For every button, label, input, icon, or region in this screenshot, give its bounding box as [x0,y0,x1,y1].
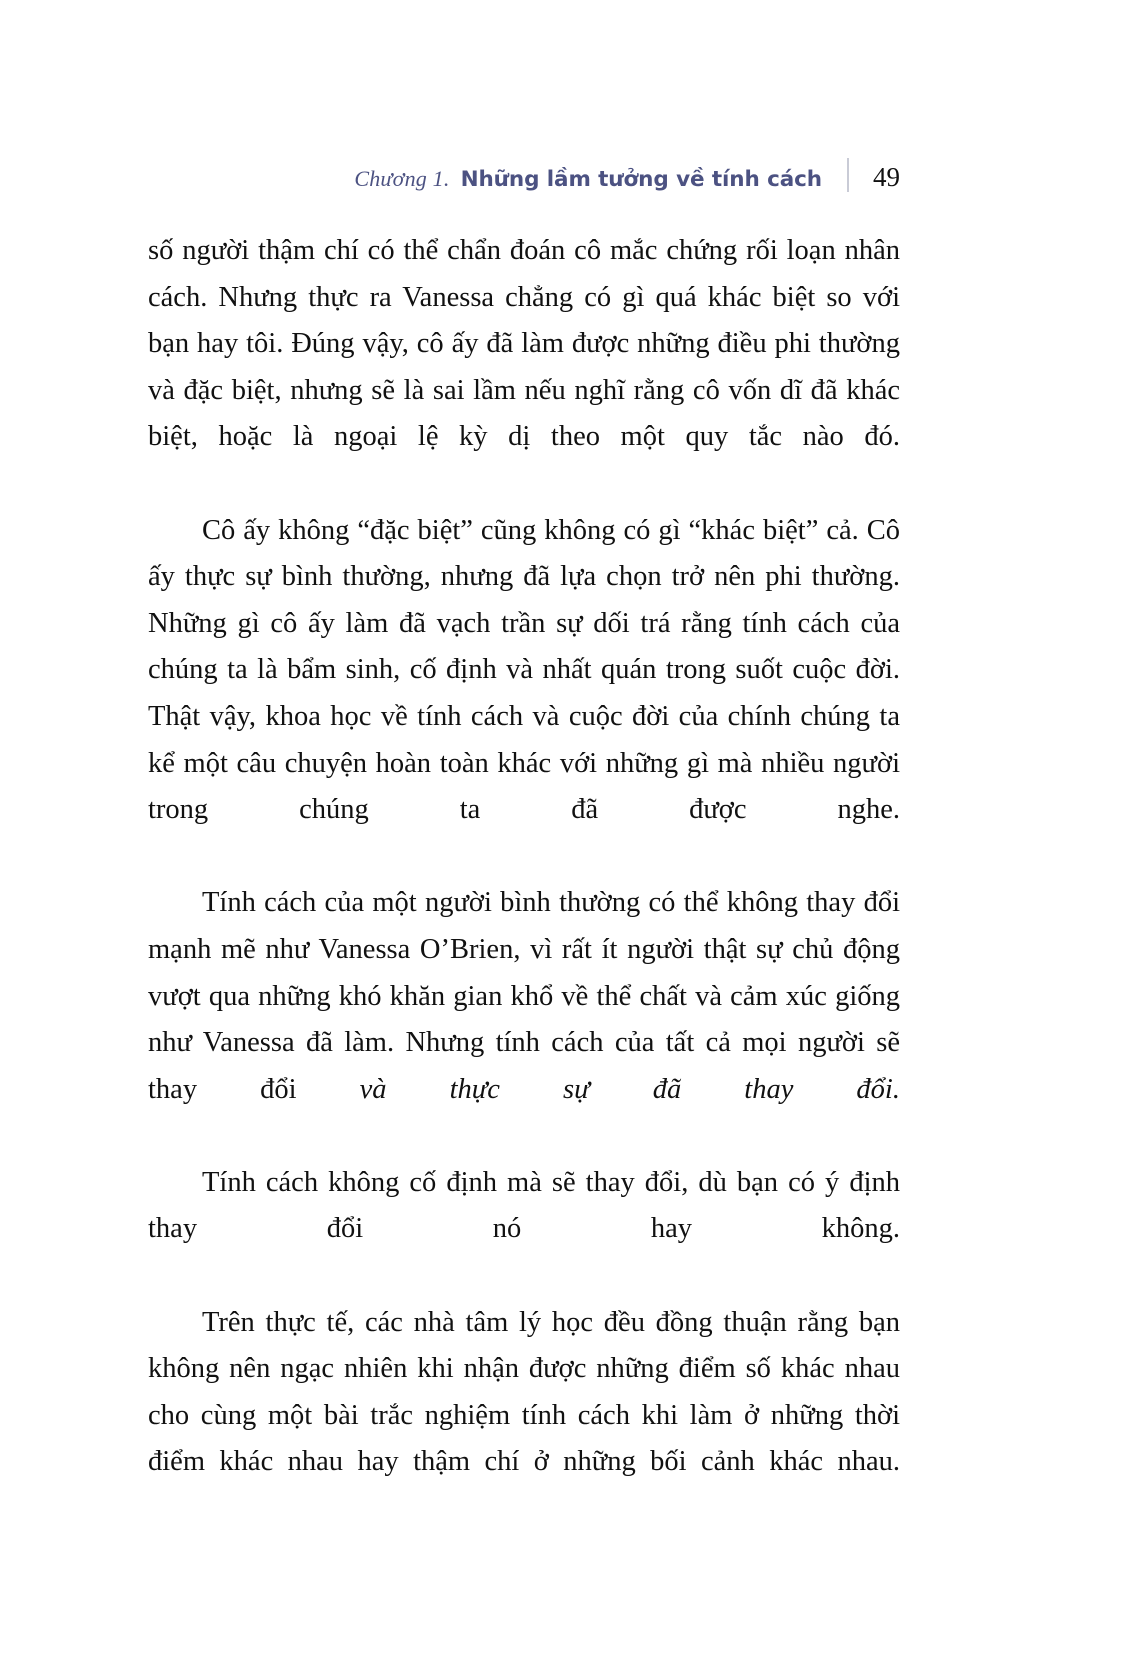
paragraph-2 [148,508,900,881]
text-run: Tính cách của một người bình thường có thể không thay đổi mạnh mẽ như Vanessa O’Brien, vì rất ít người thật sự chủ động vượt qua những khó khăn gian khổ về thể chất và cảm xúc giống như Vanessa đã làm. Nhưng tính cách của tất cả mọi người sẽ thay đổi [148,887,900,1105]
running-head-chapter-label: Chương 1. [354,166,450,191]
text-run: Cô ấy không “đặc biệt” cũng không có gì “khác biệt” cả. Cô ấy thực sự bình thường, nhưng đã lựa chọn trở nên phi thường. Những gì cô ấy làm đã vạch trần sự dối trá rằng tính cách của chúng ta là bẩm sinh, cố định và nhất quán trong suốt cuộc đời. Thật vậy, khoa học về tính cách và cuộc đời của chính chúng ta kể một câu chuyện hoàn toàn khác với những gì mà nhiều người trong chúng ta đã được nghe. [148,514,900,826]
paragraph-4 [148,1160,900,1300]
text-run: Tính cách không cố định mà sẽ thay đổi, dù bạn có ý định thay đổi nó hay không. [148,1166,900,1245]
text-run-italic: và thực sự đã thay đổi. [359,1073,900,1105]
running-head-chapter-title: Những lầm tưởng về tính cách [460,167,822,192]
running-head-divider [847,158,849,192]
paragraph-1 [148,228,900,508]
text-run: số người thậm chí có thể chẩn đoán cô mắc chứng rối loạn nhân cách. Nhưng thực ra Vanessa chẳng có gì quá khác biệt so với bạn hay tôi. Đúng vậy, cô ấy đã làm được những điều phi thường và đặc biệt, nhưng sẽ là sai lầm nếu nghĩ rằng cô vốn dĩ đã khác biệt, hoặc là ngoại lệ kỳ dị theo một quy tắc nào đó. [148,235,900,453]
body-text-block [148,228,900,1533]
paragraph-3 [148,880,900,1160]
running-head [148,152,900,192]
paragraph-5 [148,1300,900,1533]
page-number: 49 [873,162,900,192]
text-run: Trên thực tế, các nhà tâm lý học đều đồng thuận rằng bạn không nên ngạc nhiên khi nhận được những điểm số khác nhau cho cùng một bài trắc nghiệm tính cách khi làm ở những thời điểm khác nhau hay thậm chí ở những bối cảnh khác nhau. [148,1306,900,1478]
